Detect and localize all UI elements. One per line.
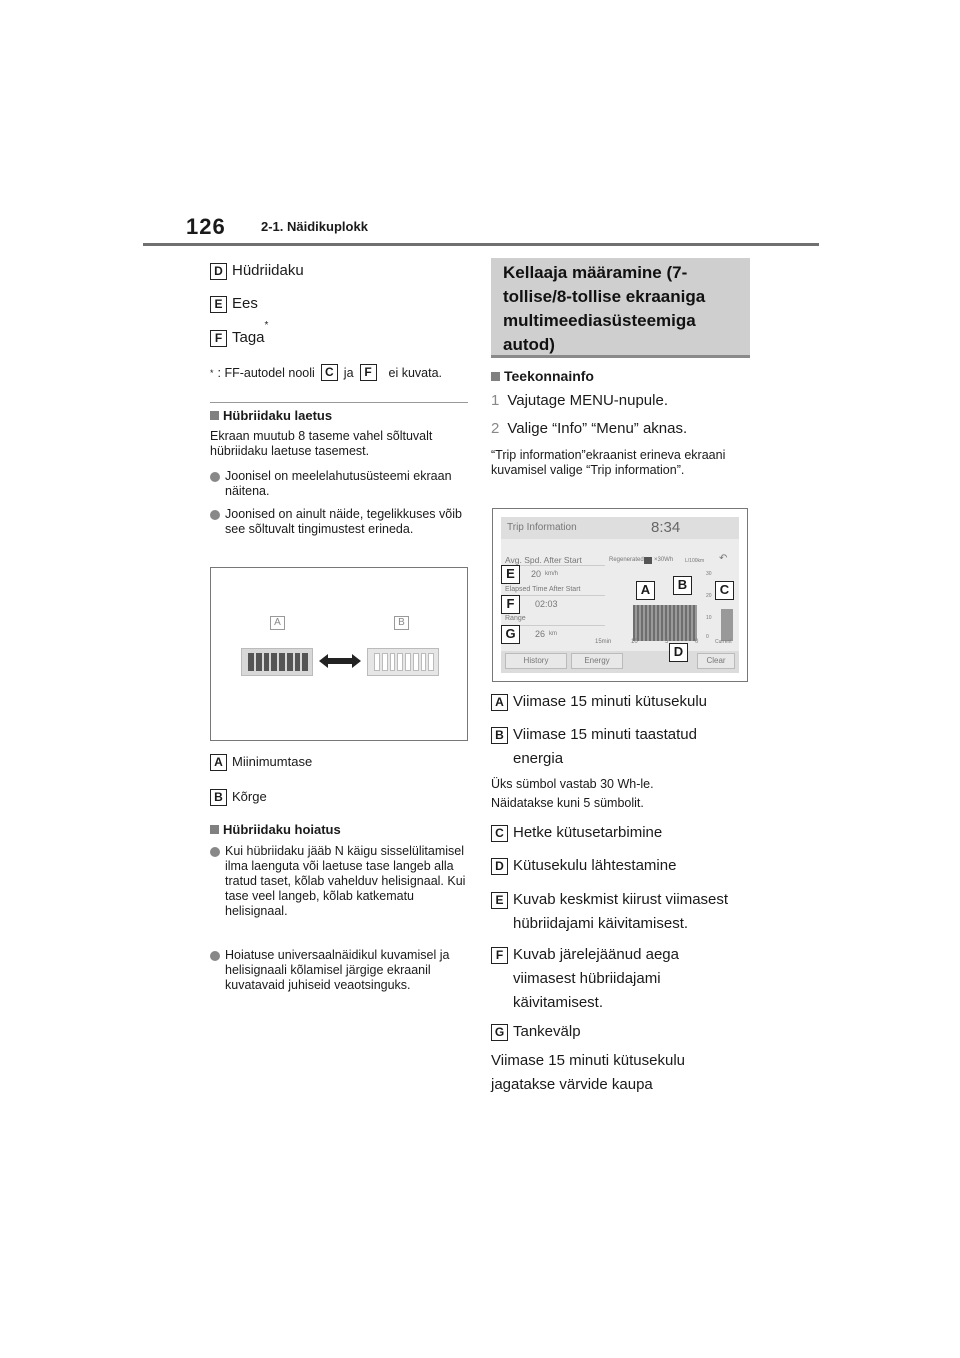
elapsed-time-label: Elapsed Time After Start [505,586,581,593]
closing-line: jagatakse värvide kaupa [491,1076,653,1093]
x-tick: 15min [595,639,612,645]
mark-c: C [715,581,734,600]
heading-text: Hübriidaku hoiatus [223,822,341,837]
warning-heading [210,822,341,837]
legend-text: Viimase 15 minuti kütusekulu [513,693,707,710]
battery-level-figure [210,567,468,741]
legend-text: Kuvab järelejäänud aega viimasest hübriidajami käivitamisest. [513,946,679,1011]
clear-button[interactable]: Clear [697,653,735,669]
letter-box: F [360,364,377,381]
x-tick: 0 [695,639,699,645]
letter-box: D [491,858,508,875]
letter-box: G [491,1024,508,1041]
letter-box: D [210,263,227,280]
y-tick: 30 [706,571,712,577]
battery-min-icon [241,648,313,676]
avg-speed-value: 20 [531,569,542,579]
letter-box: F [210,330,227,347]
mark-b: B [673,576,692,595]
letter-box: B [210,789,227,806]
step-number: 2 [491,420,500,437]
legend-item-a [491,690,707,714]
range-unit: km [549,631,557,637]
legend-item-e [491,888,728,936]
bullet-icon [210,472,220,482]
legend-item-f [491,943,679,1015]
letter-box: C [491,825,508,842]
footnote-text: ja [343,365,354,380]
legend-text: Kõrge [232,789,267,804]
square-bullet-icon [491,372,500,381]
screen-display [501,517,739,673]
x-tick: Current [715,639,732,645]
legend-item-d [491,854,676,878]
letter-box: C [321,364,338,381]
figure-label-b: B [394,616,409,630]
y-tick: 20 [706,593,712,599]
mark-d: D [669,643,688,662]
legend-item-e [210,292,258,316]
back-icon: ↶ [719,553,728,564]
legend-item-d [210,259,304,283]
closing-line: Viimase 15 minuti kütusekulu [491,1052,685,1069]
legend-item-b [210,785,267,809]
trip-note: “Trip information”ekraanist erineva ekraani kuvamisel valige “Trip information”. [491,448,726,477]
history-button[interactable]: History [505,653,567,669]
step-2 [491,418,687,440]
square-bullet-icon [210,411,219,420]
header-rule [143,243,819,246]
mark-a: A [636,581,655,600]
regen-symbol-icon [644,557,652,564]
bullet-text: Hoiatuse universaalnäidikul kuvamisel ja helisignaali kõlamisel järgige ekraanil kuvatavaid juhiseid veaotsinguks. [225,948,450,992]
x-tick: 5 [665,639,669,645]
letter-box: E [210,296,227,313]
section-title: 2-1. Näidikuplokk [261,219,368,234]
legend-text: Viimase 15 minuti taastatud energia [513,726,697,767]
step-text: Vajutage MENU-nupule. [507,392,668,409]
battery-max-icon [367,648,439,676]
screen-title: Trip Information [507,522,577,533]
legend-text: Miinimumtase [232,754,313,769]
closing-text [491,1049,685,1097]
symbol-note-2: Näidatakse kuni 5 sümbolit. [491,796,644,810]
list-item [210,469,468,499]
heading-line: tollise/8-tollise ekraaniga [503,287,706,306]
avg-speed-label: Avg. Spd. After Start [505,555,582,565]
letter-box: E [491,892,508,909]
footnote: * : FF-autodel nooli C ja F ei kuvata. [210,365,443,380]
double-arrow-icon [319,654,361,668]
step-number: 1 [491,392,500,409]
list-item [210,948,468,993]
y-tick: 0 [706,634,709,640]
bullet-icon [210,847,220,857]
y-tick: 10 [706,615,712,621]
step-text: Valige “Info” “Menu” aknas. [507,420,688,437]
mark-f: F [501,595,520,614]
letter-box: A [210,754,227,771]
x-tick: 10 [631,639,638,645]
legend-item-c [491,821,662,845]
bullet-icon [210,510,220,520]
clock-setting-heading [491,258,750,358]
screen-clock: 8:34 [651,519,681,536]
legend-text: Hetke kütusetarbimine [513,824,663,841]
step-1 [491,390,668,412]
divider [210,402,468,403]
legend-item-a [210,750,312,774]
legend-text: Tankevälp [513,1023,581,1040]
heading-line: multimeediasüsteemiga [503,311,696,330]
bullet-text: Joonised on ainult näide, tegelikkuses võib see sõltuvalt tingimustest erineda. [225,507,462,536]
footnote-text: ei kuvata. [388,365,443,380]
current-consumption-bar [721,609,733,641]
bullet-icon [210,951,220,961]
legend-item-g [491,1020,581,1044]
letter-box: F [491,947,508,964]
range-label: Range [505,615,526,622]
bullet-text: Kui hübriidaku jääb N käigu sisselülitamisel ilma laenguta või laetuse tase langeb alla tratud taset, kõlab vahelduv helisignaal. Kui tase veel langeb, kõlab katkematu helisignaal. [225,844,466,918]
legend-text: Taga [232,329,265,346]
page-number: 126 [186,214,226,239]
trip-info-heading [491,368,594,384]
range-value: 26 [535,629,546,639]
symbol-note-1: Üks sümbol vastab 30 Wh-le. [491,777,654,791]
legend-item-b [491,723,697,771]
energy-button[interactable]: Energy [571,653,623,669]
charge-description: Ekraan muutub 8 taseme vahel sõltuvalt hübriidaku laetuse tasemest. [210,429,433,458]
bullet-text: Joonisel on meelelahutusüsteemi ekraan näitena. [225,469,452,498]
footnote-text: : FF-autodel nooli [217,365,315,380]
trip-information-screen [492,508,748,682]
avg-speed-unit: km/h [545,571,559,577]
list-item [210,844,468,919]
list-item [210,507,468,537]
charge-heading [210,408,332,423]
figure-label-a: A [270,616,285,630]
fuel-history-bars [633,605,697,641]
elapsed-time-value: 02:03 [535,599,558,609]
mark-e: E [501,565,520,584]
heading-text: Hübriidaku laetus [223,408,333,423]
heading-line: Kellaaja määramine (7- [503,263,688,282]
letter-box: B [491,727,508,744]
square-bullet-icon [210,825,219,834]
consumption-unit: L/100km [685,558,705,564]
regen-value: ×30Wh [654,557,674,563]
legend-text: Hüdriidaku [232,262,304,279]
heading-text: Teekonnainfo [504,368,594,384]
letter-box: A [491,694,508,711]
legend-text: Kütusekulu lähtestamine [513,857,677,874]
legend-text: Ees [232,295,258,312]
legend-text: Kuvab keskmist kiirust viimasest hübriidajami käivitamisest. [513,891,729,932]
heading-line: autod) [503,335,555,354]
legend-item-f: F Taga * [210,326,268,350]
regenerated-label: Regenerated [609,557,644,563]
mark-g: G [501,625,520,644]
